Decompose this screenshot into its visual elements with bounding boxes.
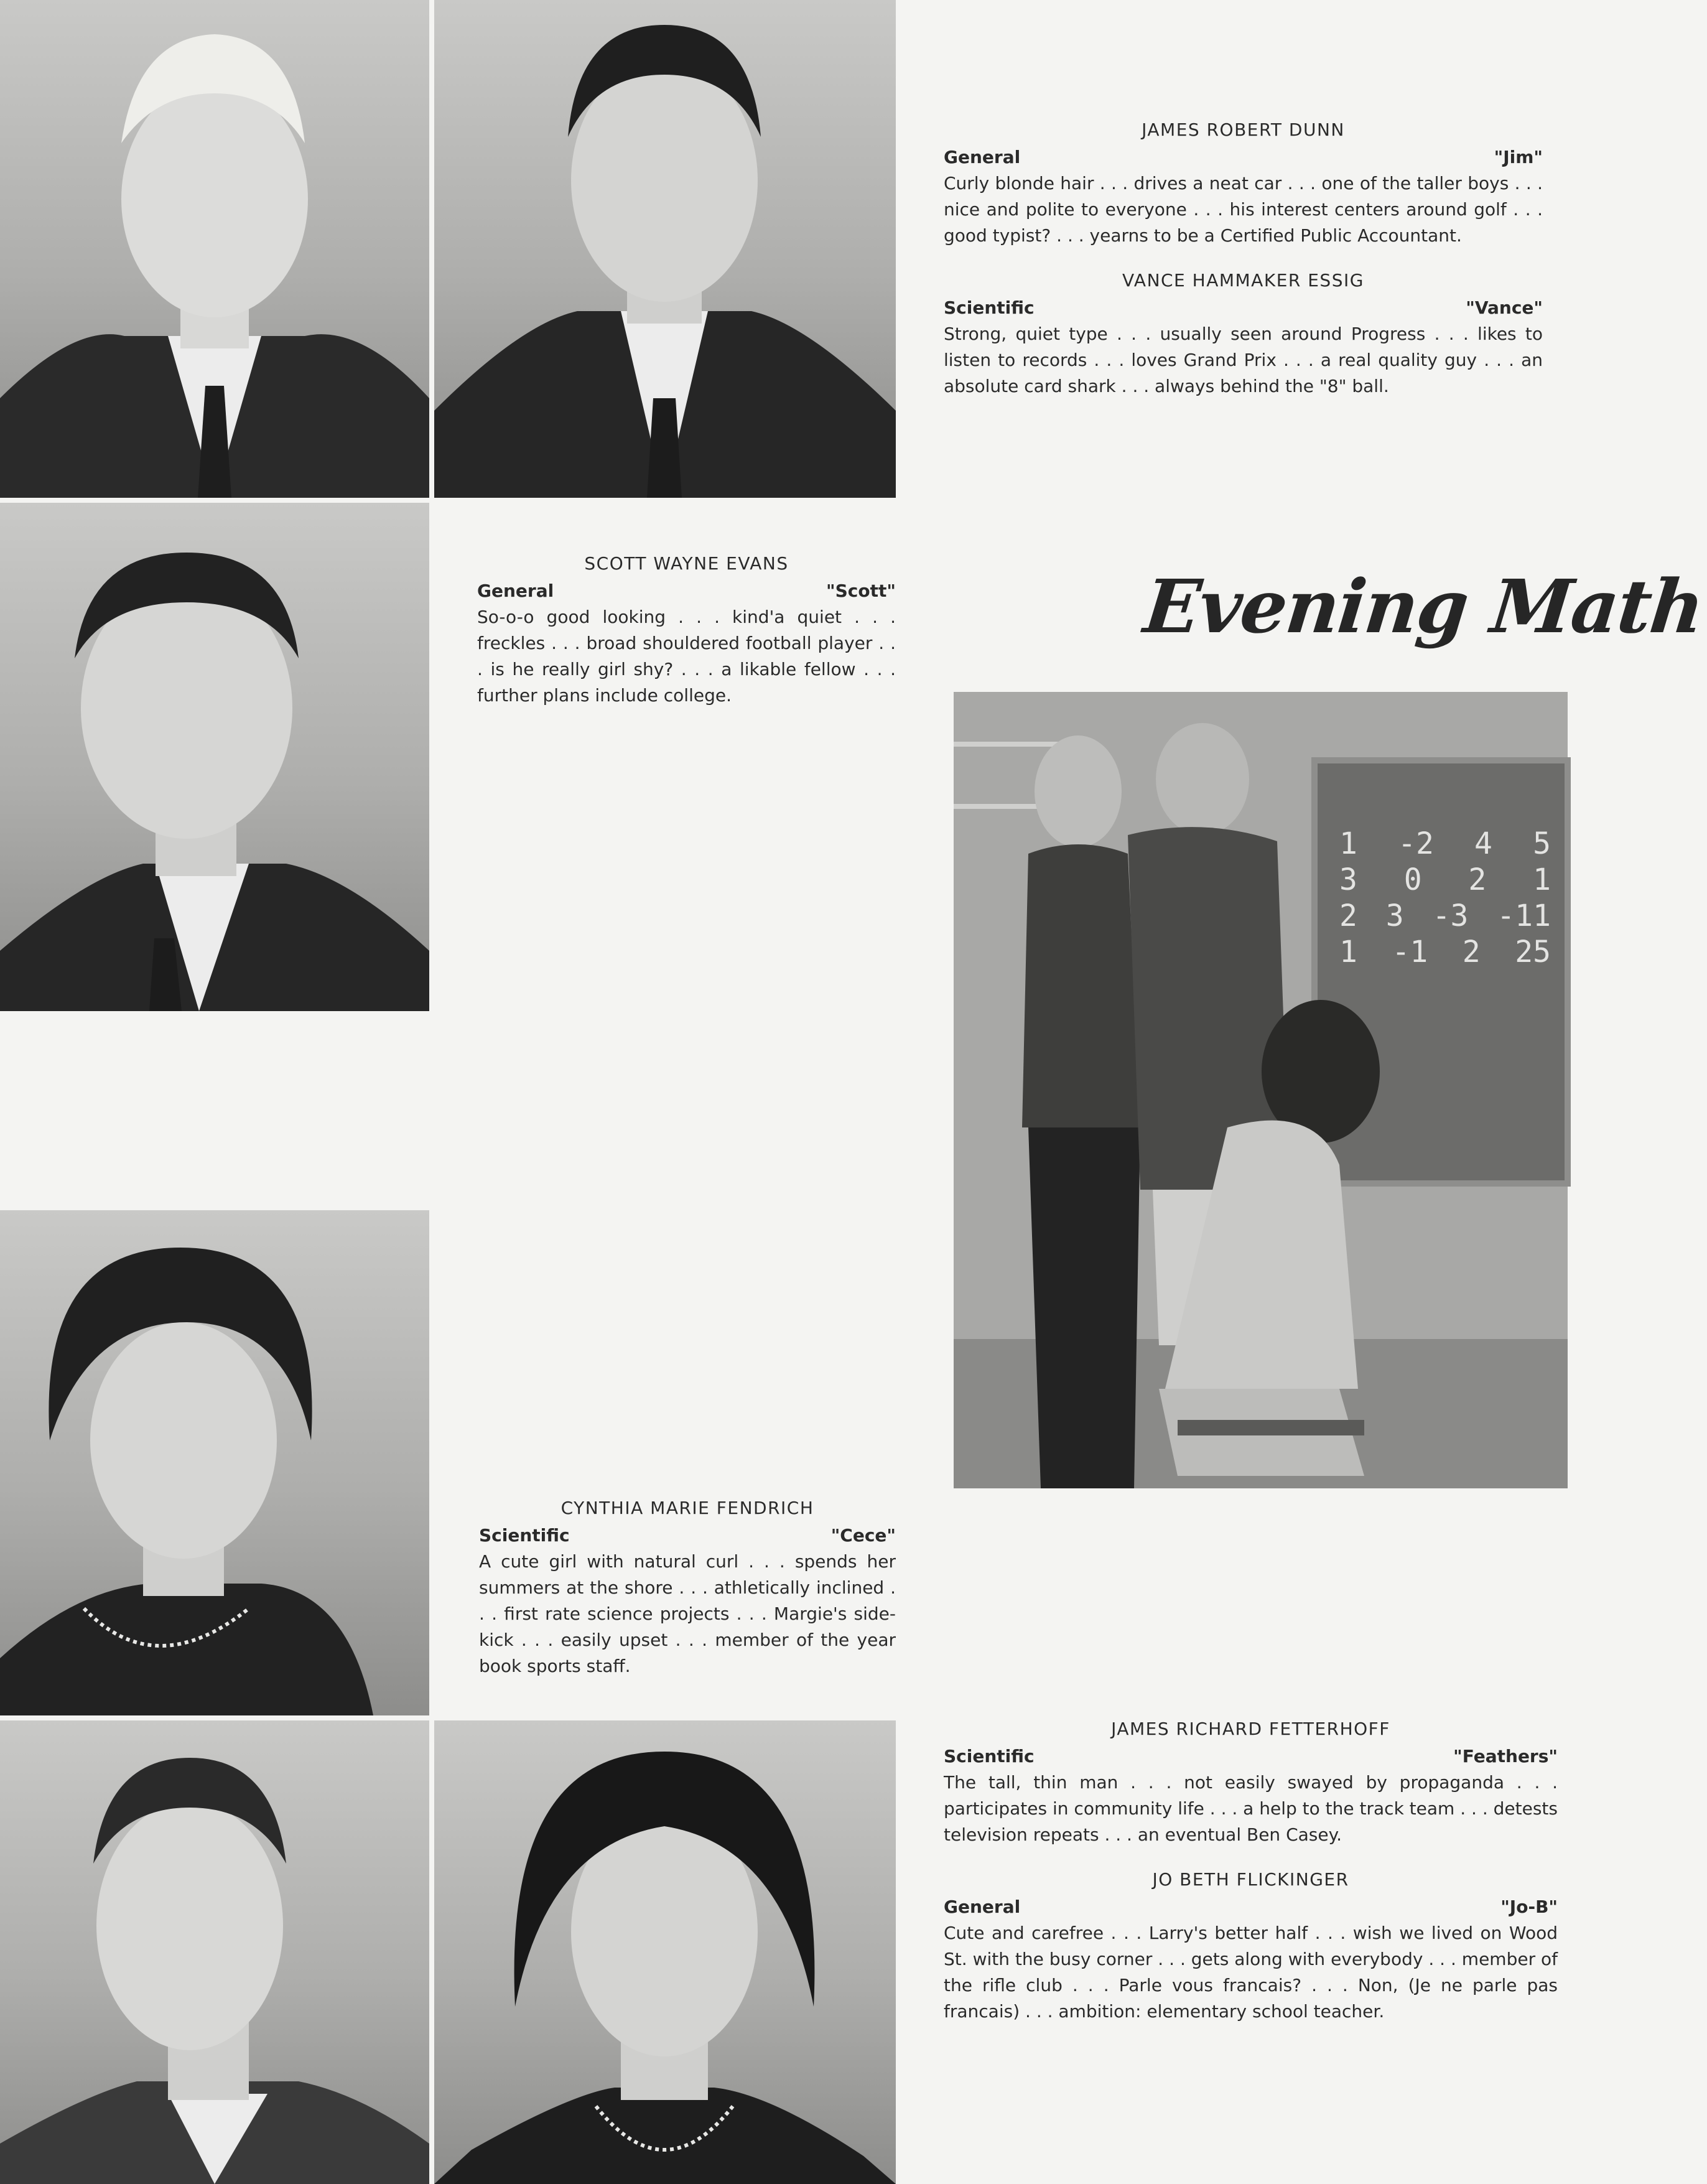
chalkboard-cell: 1: [1339, 826, 1357, 861]
chalkboard-row: [1339, 934, 1551, 970]
entry-course: General: [477, 581, 554, 601]
entry-scott-evans: [477, 551, 896, 709]
entry-james-fetterhoff: [944, 1716, 1558, 1848]
entry-james-dunn: [944, 117, 1543, 249]
chalkboard-cell: -11: [1497, 898, 1551, 933]
entry-course: General: [944, 147, 1021, 167]
entry-name: JAMES RICHARD FETTERHOFF: [1111, 1719, 1390, 1739]
entry-nickname: "Cece": [830, 1525, 896, 1546]
chalkboard-numbers: [1339, 826, 1551, 970]
chalkboard-cell: 2: [1468, 862, 1487, 897]
chalkboard-cell: 25: [1515, 935, 1551, 969]
portrait-cynthia-fendrich: [0, 1210, 429, 1715]
chalkboard-cell: -1: [1392, 935, 1428, 969]
portrait-jo-beth-flickinger: [434, 1720, 896, 2184]
entry-cynthia-fendrich: [479, 1495, 896, 1679]
portrait-scott-evans: [0, 503, 429, 1011]
portrait-vance-essig: [434, 0, 896, 498]
chalkboard-cell: -3: [1432, 898, 1469, 933]
section-title: Evening Math: [1140, 563, 1707, 650]
chalkboard-cell: 5: [1533, 826, 1551, 861]
portrait-james-fetterhoff: [0, 1720, 429, 2184]
entry-course: Scientific: [479, 1525, 570, 1546]
portrait-james-dunn: [0, 0, 429, 498]
entry-name: JAMES ROBERT DUNN: [1142, 119, 1345, 140]
chalkboard-cell: 3: [1339, 862, 1357, 897]
chalkboard-row: [1339, 898, 1551, 934]
entry-description: Strong, quiet type . . . usually seen around Progress . . . likes to listen to records . . . loves Grand Prix . . . a real quality guy . . . an absolute card shark . . . always behind the "8" ball.: [944, 324, 1543, 396]
entry-description: Curly blonde hair . . . drives a neat car . . . one of the taller boys . . . nice and polite to everyone . . . his interest centers around golf . . . good typist? . . . yearns to be a Certified Public Accountant.: [944, 173, 1543, 246]
entry-vance-essig: [944, 268, 1543, 399]
chalkboard-cell: 1: [1339, 935, 1357, 969]
group-photo-evening-math: [954, 692, 1568, 1488]
chalkboard-cell: 3: [1385, 898, 1404, 933]
entry-name: CYNTHIA MARIE FENDRICH: [560, 1498, 814, 1518]
entry-name: VANCE HAMMAKER ESSIG: [1122, 270, 1364, 291]
chalkboard-cell: 1: [1533, 862, 1551, 897]
chalkboard-row: [1339, 826, 1551, 862]
entry-nickname: "Vance": [1466, 297, 1543, 318]
entry-nickname: "Jo-B": [1500, 1897, 1558, 1917]
entry-description: A cute girl with natural curl . . . spends her summers at the shore . . . athletically inclined . . . first rate science projects . . . Margie's side-kick . . . easily upset . . . member of the year book sports staff.: [479, 1551, 896, 1676]
entry-description: The tall, thin man . . . not easily swayed by propaganda . . . participates in community life . . . a help to the track team . . . detests television repeats . . . an eventual Ben Casey.: [944, 1772, 1558, 1845]
entry-jo-beth-flickinger: [944, 1867, 1558, 2025]
entry-course: Scientific: [944, 297, 1035, 318]
chalkboard-cell: 2: [1462, 935, 1481, 969]
entry-description: Cute and carefree . . . Larry's better half . . . wish we lived on Wood St. with the busy corner . . . gets along with everybody . . . member of the rifle club . . . Parle vous francais? . . . Non, (Je ne parle pas francais) . . . ambition: elementary school teacher.: [944, 1923, 1558, 2022]
chalkboard-cell: 0: [1403, 862, 1422, 897]
chalkboard-cell: 4: [1474, 826, 1492, 861]
entry-nickname: "Scott": [826, 581, 896, 601]
entry-description: So-o-o good looking . . . kind'a quiet . . . freckles . . . broad shouldered football player . . . is he really girl shy? . . . a likable fellow . . . further plans include college.: [477, 607, 896, 706]
entry-course: General: [944, 1897, 1021, 1917]
entry-course: Scientific: [944, 1746, 1035, 1766]
chalkboard-cell: 2: [1339, 898, 1357, 933]
entry-nickname: "Jim": [1494, 147, 1543, 167]
entry-name: JO BETH FLICKINGER: [1152, 1869, 1349, 1890]
entry-nickname: "Feathers": [1453, 1746, 1558, 1766]
chalkboard-cell: -2: [1398, 826, 1434, 861]
chalkboard-row: [1339, 862, 1551, 898]
entry-name: SCOTT WAYNE EVANS: [584, 553, 789, 574]
